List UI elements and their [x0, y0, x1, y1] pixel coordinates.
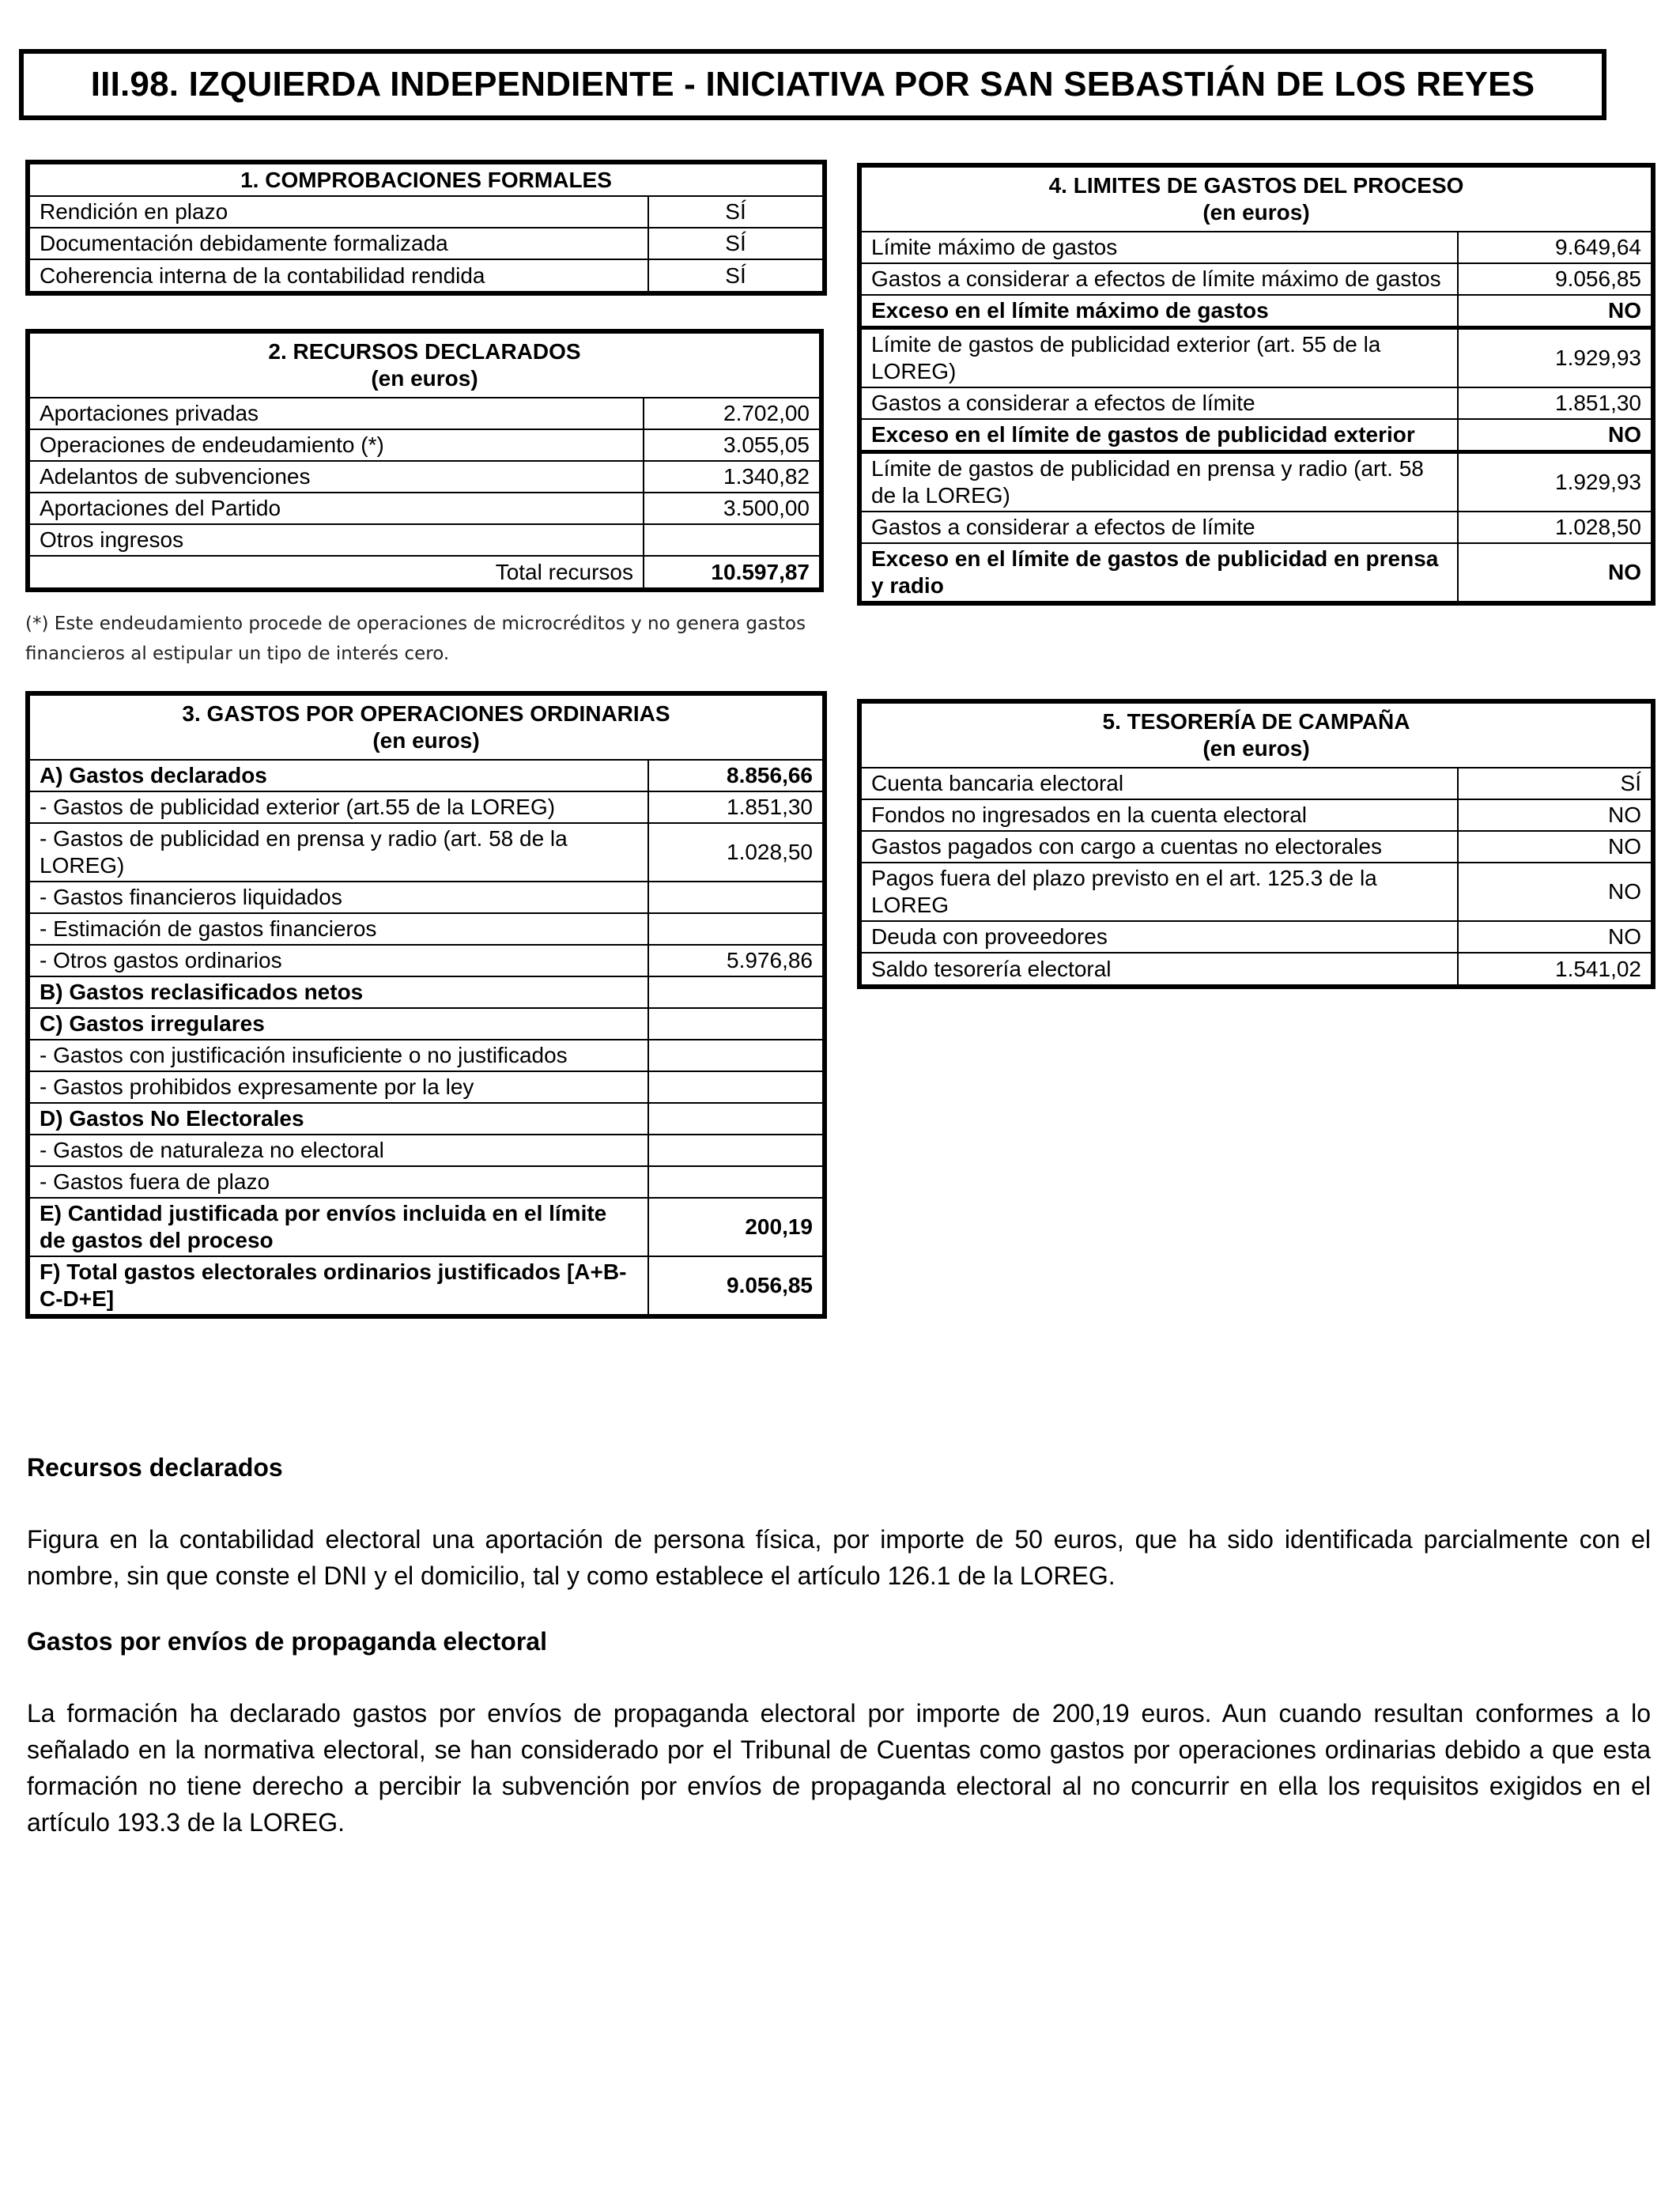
- comprobaciones-table: [25, 160, 827, 296]
- table-row: [30, 1256, 822, 1314]
- table-row: [30, 1008, 822, 1040]
- row-value: [648, 913, 822, 945]
- recursos-title: 2. RECURSOS DECLARADOS: [268, 339, 581, 364]
- table-row: [862, 232, 1651, 263]
- row-value: 200,19: [648, 1198, 822, 1256]
- row-label: Adelantos de subvenciones: [30, 461, 644, 493]
- table-row: [30, 760, 822, 791]
- row-value: NO: [1458, 863, 1651, 921]
- row-label: C) Gastos irregulares: [30, 1008, 648, 1040]
- table-row: [30, 196, 822, 228]
- row-value: 3.055,05: [644, 429, 819, 461]
- row-value: 9.649,64: [1458, 232, 1651, 263]
- row-value: 8.856,66: [648, 760, 822, 791]
- row-value: 1.851,30: [648, 791, 822, 823]
- row-label: D) Gastos No Electorales: [30, 1103, 648, 1135]
- row-value: [644, 524, 819, 556]
- row-label: - Gastos fuera de plazo: [30, 1166, 648, 1198]
- row-label: A) Gastos declarados: [30, 760, 648, 791]
- table-row: [862, 419, 1651, 452]
- table-row: [30, 228, 822, 259]
- row-label: Gastos pagados con cargo a cuentas no electorales: [862, 831, 1458, 863]
- recursos-header: [30, 334, 819, 398]
- table-row: [862, 512, 1651, 543]
- row-value: [648, 882, 822, 913]
- total-value: 10.597,87: [644, 556, 819, 587]
- paragraph-recursos: Figura en la contabilidad electoral una aportación de persona física, por importe de 50 euros, que ha sido identificada parcialmente con el nombre, sin que conste el DNI y el domicilio, tal y como establece el artículo 126.1 de la LOREG.: [27, 1525, 1651, 1590]
- row-label: Pagos fuera del plazo previsto en el art. 125.3 de la LOREG: [862, 863, 1458, 921]
- gastos-subtitle: (en euros): [372, 728, 480, 753]
- table-row: [862, 863, 1651, 921]
- row-label: - Gastos con justificación insuficiente o no justificados: [30, 1040, 648, 1071]
- row-value: 1.851,30: [1458, 387, 1651, 419]
- row-value: 1.929,93: [1458, 452, 1651, 512]
- table-row: [30, 259, 822, 291]
- row-label: Deuda con proveedores: [862, 921, 1458, 953]
- row-label: Gastos a considerar a efectos de límite: [862, 512, 1458, 543]
- gastos-title: 3. GASTOS POR OPERACIONES ORDINARIAS: [182, 701, 670, 726]
- table-row: [30, 976, 822, 1008]
- row-label: Aportaciones del Partido: [30, 493, 644, 524]
- row-value: SÍ: [1458, 768, 1651, 799]
- row-value: 2.702,00: [644, 398, 819, 429]
- row-label: Límite máximo de gastos: [862, 232, 1458, 263]
- row-label: Gastos a considerar a efectos de límite: [862, 387, 1458, 419]
- recursos-subtitle: (en euros): [371, 366, 478, 391]
- table-row: [862, 295, 1651, 328]
- row-label: Operaciones de endeudamiento (*): [30, 429, 644, 461]
- row-label: Exceso en el límite máximo de gastos: [862, 295, 1458, 328]
- total-row: [30, 556, 819, 587]
- row-label: - Gastos de publicidad en prensa y radio (art. 58 de la LOREG): [30, 823, 648, 882]
- table-row: [30, 398, 819, 429]
- table-row: [862, 263, 1651, 295]
- table-row: [30, 1040, 822, 1071]
- row-label: - Estimación de gastos financieros: [30, 913, 648, 945]
- row-value: NO: [1458, 419, 1651, 452]
- row-label: - Gastos de publicidad exterior (art.55 de la LOREG): [30, 791, 648, 823]
- table-row: [30, 1103, 822, 1135]
- row-value: [648, 1040, 822, 1071]
- table-row: [30, 945, 822, 976]
- row-label: Coherencia interna de la contabilidad rendida: [30, 259, 648, 291]
- row-label: - Gastos prohibidos expresamente por la ley: [30, 1071, 648, 1103]
- paragraph-envios: La formación ha declarado gastos por envíos de propaganda electoral por importe de 200,19 euros. Aun cuando resultan conformes a lo señalado en la normativa electoral, se han considerado por el Tribunal de Cuentas como gastos por operaciones ordinarias debido a que esta formación no tiene derecho a percibir la subvención por envíos de propaganda electoral al no concurrir en ella los requisitos exigidos en el artículo 193.3 de la LOREG.: [27, 1699, 1651, 1837]
- table-row: [30, 1166, 822, 1198]
- table-row: [30, 823, 822, 882]
- table-row: [862, 831, 1651, 863]
- table-row: [862, 452, 1651, 512]
- recursos-table: [25, 329, 824, 592]
- table-row: [862, 768, 1651, 799]
- row-label: Límite de gastos de publicidad exterior (art. 55 de la LOREG): [862, 328, 1458, 388]
- row-label: Exceso en el límite de gastos de publicidad en prensa y radio: [862, 543, 1458, 601]
- table-row: [30, 493, 819, 524]
- row-value: [648, 1166, 822, 1198]
- table-row: [862, 799, 1651, 831]
- page-title: III.98. IZQUIERDA INDEPENDIENTE - INICIATIVA POR SAN SEBASTIÁN DE LOS REYES: [19, 49, 1606, 120]
- limites-header: [862, 168, 1651, 232]
- tesoreria-subtitle: (en euros): [1202, 736, 1310, 761]
- row-value: 1.340,82: [644, 461, 819, 493]
- row-label: B) Gastos reclasificados netos: [30, 976, 648, 1008]
- tesoreria-header: [862, 704, 1651, 768]
- row-label: Fondos no ingresados en la cuenta electoral: [862, 799, 1458, 831]
- row-label: - Gastos financieros liquidados: [30, 882, 648, 913]
- row-label: Documentación debidamente formalizada: [30, 228, 648, 259]
- limites-title: 4. LIMITES DE GASTOS DEL PROCESO: [1048, 173, 1464, 198]
- table-row: [862, 543, 1651, 601]
- row-value: SÍ: [648, 228, 822, 259]
- row-value: 1.929,93: [1458, 328, 1651, 388]
- row-value: 1.541,02: [1458, 953, 1651, 984]
- table-row: [862, 953, 1651, 984]
- limites-table: [857, 163, 1655, 606]
- gastos-header: [30, 696, 822, 760]
- row-value: 9.056,85: [648, 1256, 822, 1314]
- table-row: [862, 921, 1651, 953]
- tesoreria-table: [857, 699, 1655, 989]
- table-row: [30, 882, 822, 913]
- tesoreria-title: 5. TESORERÍA DE CAMPAÑA: [1102, 709, 1410, 734]
- row-value: 9.056,85: [1458, 263, 1651, 295]
- table-row: [30, 1071, 822, 1103]
- row-value: SÍ: [648, 259, 822, 291]
- limites-subtitle: (en euros): [1202, 200, 1310, 225]
- row-label: Cuenta bancaria electoral: [862, 768, 1458, 799]
- section-heading-envios: Gastos por envíos de propaganda electoral: [27, 1627, 547, 1656]
- row-label: Exceso en el límite de gastos de publicidad exterior: [862, 419, 1458, 452]
- row-value: NO: [1458, 831, 1651, 863]
- endeudamiento-note: (*) Este endeudamiento procede de operaciones de microcréditos y no genera gastos financieros al estipular un tipo de interés cero.: [25, 614, 806, 664]
- row-value: [648, 1071, 822, 1103]
- table-row: [862, 328, 1651, 388]
- row-label: Rendición en plazo: [30, 196, 648, 228]
- row-value: NO: [1458, 799, 1651, 831]
- table-row: [30, 913, 822, 945]
- table-row: [30, 791, 822, 823]
- row-label: Otros ingresos: [30, 524, 644, 556]
- table-row: [30, 1198, 822, 1256]
- row-value: NO: [1458, 543, 1651, 601]
- row-label: F) Total gastos electorales ordinarios justificados [A+B-C-D+E]: [30, 1256, 648, 1314]
- table-row: [862, 387, 1651, 419]
- row-value: [648, 976, 822, 1008]
- comprobaciones-header: 1. COMPROBACIONES FORMALES: [30, 164, 822, 196]
- section-heading-recursos: Recursos declarados: [27, 1453, 283, 1482]
- table-row: [30, 524, 819, 556]
- row-value: [648, 1008, 822, 1040]
- row-value: 1.028,50: [648, 823, 822, 882]
- row-value: 5.976,86: [648, 945, 822, 976]
- row-label: E) Cantidad justificada por envíos incluida en el límite de gastos del proceso: [30, 1198, 648, 1256]
- row-value: [648, 1103, 822, 1135]
- total-label: Total recursos: [30, 556, 644, 587]
- row-label: Saldo tesorería electoral: [862, 953, 1458, 984]
- row-label: - Otros gastos ordinarios: [30, 945, 648, 976]
- row-value: [648, 1135, 822, 1166]
- row-label: Límite de gastos de publicidad en prensa y radio (art. 58 de la LOREG): [862, 452, 1458, 512]
- row-value: 3.500,00: [644, 493, 819, 524]
- table-row: [30, 1135, 822, 1166]
- gastos-table: [25, 691, 827, 1319]
- row-value: SÍ: [648, 196, 822, 228]
- table-row: [30, 429, 819, 461]
- row-value: NO: [1458, 295, 1651, 328]
- row-label: Aportaciones privadas: [30, 398, 644, 429]
- row-value: NO: [1458, 921, 1651, 953]
- row-label: Gastos a considerar a efectos de límite máximo de gastos: [862, 263, 1458, 295]
- row-label: - Gastos de naturaleza no electoral: [30, 1135, 648, 1166]
- table-row: [30, 461, 819, 493]
- row-value: 1.028,50: [1458, 512, 1651, 543]
